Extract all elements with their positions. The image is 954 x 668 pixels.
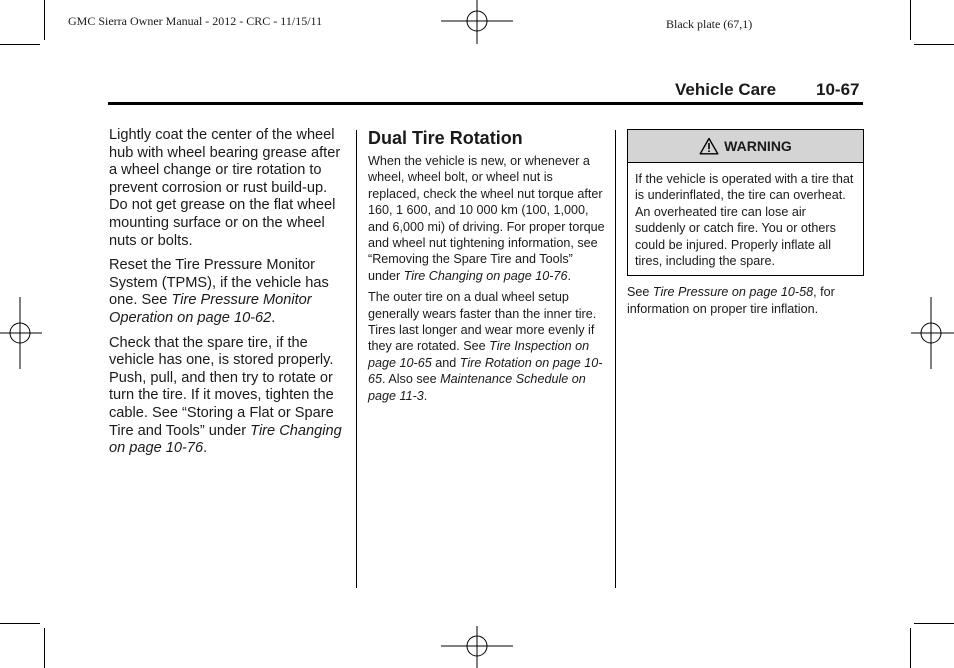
paragraph: Check that the spare tire, if the vehicle has one, is stored properly. Push, pull, and then try to rotate or turn the tire. If it moves, tighten the cable. See “Storing a Flat or Spare Tire and Tools” under Tire Changing on page 10-76. [109, 334, 342, 457]
warning-triangle-icon [699, 137, 719, 155]
cross-reference-link[interactable]: Tire Inspection on page 10-65 [368, 339, 590, 370]
crop-mark [910, 628, 911, 668]
print-meta-right: Black plate (67,1) [666, 17, 753, 31]
registration-mark-left [0, 297, 42, 369]
cross-reference-link[interactable]: Tire Pressure on page 10-58 [652, 285, 814, 300]
crop-mark [44, 628, 45, 668]
paragraph: The outer tire on a dual wheel setup generally wears faster than the inner tire. Tires last longer and wear more evenly if they are rotated. See Tire Inspection on page 10-65 and Tire Rotation on page 10-65. Also see Maintenance Schedule on page 11-3. [368, 290, 603, 403]
section-heading: Dual Tire Rotation [368, 128, 523, 148]
registration-mark-top [441, 0, 513, 44]
section-title: Vehicle Care [675, 80, 777, 99]
crop-mark [914, 44, 954, 45]
crop-mark [44, 0, 45, 40]
crop-mark [910, 0, 911, 40]
crop-mark [0, 44, 40, 45]
running-head [108, 80, 863, 105]
warning-title: WARNING [724, 137, 792, 154]
warning-header [628, 130, 863, 163]
registration-mark-right [911, 297, 954, 369]
cross-reference-link[interactable]: Maintenance Schedule on page 11-3 [368, 372, 586, 403]
page-number: 10-67 [816, 80, 860, 99]
warning-box [627, 129, 864, 276]
cross-reference-link[interactable]: Tire Rotation on page 10-65 [368, 355, 603, 387]
column-divider [356, 130, 357, 588]
paragraph: Lightly coat the center of the wheel hub with wheel bearing grease after a wheel change or tire rotation to prevent corrosion or rust build-up. Do not get grease on the flat wheel mounting surface or on the wheel nuts or bolts. [109, 127, 341, 249]
crop-mark [0, 623, 40, 624]
paragraph: When the vehicle is new, or whenever a wheel, wheel bolt, or wheel nut is replaced, check the wheel nut torque after 160, 1 600, and 10 000 km (100, 1,000, and 6,000 mi) of driving. For proper torque and wheel nut tightening information, see “Removing the Spare Tire and Tools” under Tire Changing on page 10-76. [368, 154, 605, 283]
column-divider [615, 130, 616, 588]
cross-reference-link[interactable]: Tire Changing on page 10-76 [403, 268, 568, 283]
paragraph: See Tire Pressure on page 10-58, for information on proper tire inflation. [627, 285, 835, 316]
print-meta-left: GMC Sierra Owner Manual - 2012 - CRC - 11/15/11 [68, 14, 323, 28]
registration-mark-bottom [441, 626, 513, 668]
crop-mark [914, 623, 954, 624]
column-3 [627, 129, 864, 317]
paragraph: Reset the Tire Pressure Monitor System (TPMS), if the vehicle has one. See Tire Pressure Monitor Operation on page 10-62. [109, 257, 329, 326]
warning-text: If the vehicle is operated with a tire that is underinflated, the tire can overheat. An overheated tire can lose air suddenly or catch fire. You or others could be injured. Properly inflate all tires, including the spare. [635, 172, 854, 269]
cross-reference-link[interactable]: Tire Pressure Monitor Operation on page 10-62 [109, 292, 312, 326]
column-2 [368, 127, 608, 409]
cross-reference-link[interactable]: Tire Changing on page 10-76 [109, 422, 342, 457]
column-1 [109, 127, 345, 465]
